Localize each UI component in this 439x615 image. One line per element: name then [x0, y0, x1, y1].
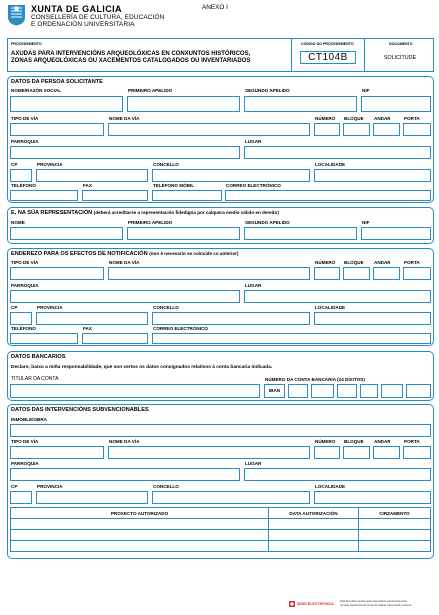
procedure-code-cell [292, 39, 365, 71]
applicant-street-name-label: NOME DA VÍA [109, 116, 140, 121]
bank-entity-field[interactable] [311, 384, 334, 398]
representative-surname2-label: SEGUNDO APELIDO [245, 220, 290, 225]
applicant-mobile-label: TELÉFONO MÓBIL [153, 183, 195, 188]
notification-locality-label: LOCALIDADE [315, 305, 346, 310]
applicant-mobile-field[interactable] [152, 190, 222, 201]
procedure-code-value: CT104B [300, 51, 356, 64]
bank-account-part1-field[interactable] [381, 384, 403, 398]
interventions-municipality-label: CONCELLO [153, 484, 179, 489]
project-cell[interactable] [11, 530, 269, 541]
applicant-block-label: BLOQUE [344, 116, 364, 121]
notification-municipality-field[interactable] [152, 312, 310, 325]
interventions-door-label: PORTA [404, 439, 420, 444]
footer-note-line-2: na sede electrónica da Xunta de Galicia: https://sede.xunta.es [340, 604, 412, 607]
applicant-street-type-field[interactable] [10, 123, 104, 136]
applicant-postcode-field[interactable] [10, 169, 32, 182]
interventions-door-field[interactable] [403, 446, 431, 459]
applicant-door-label: PORTA [404, 116, 420, 121]
projects-header-date: DATA AUTORIZACIÓN [269, 508, 359, 519]
applicant-parish-label: PARROQUIA [11, 139, 39, 144]
bank-declaration: Declaro, baixo a miña responsabilidade, que son certos os datos consignados relativos á conta bancaria indicada. [11, 365, 273, 370]
notification-postcode-field[interactable] [10, 312, 32, 325]
sede-electronica-label: SEDE ELECTRÓNICA [297, 602, 334, 606]
notification-door-label: PORTA [404, 260, 420, 265]
bank-holder-label: TITULAR DA CONTA [11, 376, 59, 382]
representative-title-note: (deberá acreditarse a representación fidedigna por calquera medio válido en dereito) [93, 210, 279, 215]
date-cell[interactable] [269, 519, 359, 530]
procedure-title-line-2: ZONAS ARQUEOLÓXICAS OU XACEMENTOS CATALOGADOS OU INVENTARIADOS [11, 58, 251, 64]
interventions-municipality-field[interactable] [152, 491, 310, 504]
applicant-municipality-label: CONCELLO [153, 162, 179, 167]
applicant-province-label: PROVINCIA [37, 162, 63, 167]
bank-iban-label: IBAN [264, 384, 285, 398]
date-cell[interactable] [269, 541, 359, 552]
interventions-number-label: NÚMERO [315, 439, 336, 444]
interventions-street-name-label: NOME DA VÍA [109, 439, 140, 444]
sede-electronica-icon [289, 601, 295, 607]
interventions-place-field[interactable] [244, 468, 431, 481]
project-cell[interactable] [11, 541, 269, 552]
interventions-block-label: BLOQUE [344, 439, 364, 444]
org-department-line-2: E ORDENACIÓN UNIVERSITARIA [31, 21, 135, 28]
document-value: SOLICITUDE [383, 55, 417, 61]
notification-title-note: (non é necesario se coincide co anterior) [149, 251, 239, 256]
notification-street-type-label: TIPO DE VÍA [11, 260, 39, 265]
bank-account-part2-field[interactable] [406, 384, 431, 398]
bank-iban-field[interactable] [288, 384, 308, 398]
notification-block-field[interactable] [343, 267, 370, 280]
notification-fax-label: FAX [83, 326, 92, 331]
applicant-municipality-field[interactable] [152, 169, 310, 182]
project-cell[interactable] [11, 519, 269, 530]
applicant-postcode-label: CP [11, 162, 18, 167]
representative-nif-label: NIF [362, 220, 370, 225]
bank-section-title: DATOS BANCARIOS [11, 354, 66, 360]
notification-section-title [11, 252, 239, 258]
applicant-street-type-label: TIPO DE VÍA [11, 116, 39, 121]
procedure-label: PROCEDEMENTO [11, 42, 42, 46]
applicant-nif-field[interactable] [361, 96, 431, 112]
annex-label: ANEXO I [202, 4, 228, 11]
applicant-surname1-label: PRIMEIRO APELIDO [128, 88, 173, 93]
applicant-phone-field[interactable] [10, 190, 78, 201]
interventions-floor-field[interactable] [373, 446, 400, 459]
notification-fax-field[interactable] [82, 333, 148, 344]
interventions-postcode-label: CP [11, 484, 18, 489]
projects-header-closing: CIRZAMENTO [359, 508, 431, 519]
applicant-name-label: NOME/RAZÓN SOCIAL [11, 88, 62, 93]
interventions-province-field[interactable] [36, 491, 148, 504]
notification-street-name-label: NOME DA VÍA [109, 260, 140, 265]
applicant-surname2-label: SEGUNDO APELIDO [245, 88, 290, 93]
projects-table-header-row [11, 508, 431, 519]
closing-cell[interactable] [359, 530, 431, 541]
representative-surname1-field[interactable] [127, 227, 240, 240]
representative-section-title [11, 211, 279, 217]
interventions-property-label: INMOBLE/OBRA [11, 417, 47, 422]
notification-block-label: BLOQUE [344, 260, 364, 265]
applicant-locality-field[interactable] [314, 169, 431, 182]
procedure-title [11, 51, 250, 65]
interventions-section-title: DATOS DAS INTERVENCIÓNS SUBVENCIONABLES [11, 407, 149, 413]
org-department-line-1: CONSELLERÍA DE CULTURA, EDUCACIÓN [31, 14, 165, 21]
applicant-floor-field[interactable] [373, 123, 400, 136]
interventions-locality-field[interactable] [314, 491, 431, 504]
representative-name-field[interactable] [10, 227, 123, 240]
applicant-floor-label: ANDAR [374, 116, 391, 121]
document-cell [365, 39, 435, 71]
notification-number-field[interactable] [314, 267, 340, 280]
notification-door-field[interactable] [403, 267, 431, 280]
bank-branch-field[interactable] [337, 384, 357, 398]
applicant-section-title: DATOS DA PERSOA SOLICITANTE [11, 79, 103, 85]
applicant-province-field[interactable] [36, 169, 148, 182]
applicant-surname1-field[interactable] [127, 96, 240, 112]
interventions-place-label: LUGAR [245, 461, 262, 466]
applicant-email-label: CORREO ELECTRÓNICO [226, 183, 281, 188]
applicant-number-field[interactable] [314, 123, 340, 136]
applicant-place-field[interactable] [244, 146, 431, 159]
notification-province-field[interactable] [36, 312, 148, 325]
authorized-projects-table [10, 507, 431, 552]
interventions-postcode-field[interactable] [10, 491, 32, 504]
applicant-place-label: LUGAR [245, 139, 262, 144]
notification-locality-field[interactable] [314, 312, 431, 325]
closing-cell[interactable] [359, 519, 431, 530]
xunta-logo-icon [7, 4, 26, 26]
notification-email-label: CORREO ELECTRÓNICO [153, 326, 208, 331]
notification-parish-field[interactable] [10, 290, 240, 303]
notification-municipality-label: CONCELLO [153, 305, 179, 310]
notification-place-field[interactable] [244, 290, 431, 303]
interventions-province-label: PROVINCIA [37, 484, 63, 489]
notification-phone-label: TELÉFONO [11, 326, 37, 331]
interventions-block-field[interactable] [343, 446, 370, 459]
applicant-phone-label: TELÉFONO [11, 183, 37, 188]
applicant-number-label: NÚMERO [315, 116, 336, 121]
applicant-surname2-field[interactable] [244, 96, 357, 112]
representative-nif-field[interactable] [361, 227, 431, 240]
applicant-parish-field[interactable] [10, 146, 240, 159]
bank-account-number-label: NÚMERO DA CONTA BANCARIA (24 DÍXITOS) [265, 377, 365, 382]
notification-postcode-label: CP [11, 305, 18, 310]
table-row [11, 541, 431, 552]
applicant-email-field[interactable] [225, 190, 431, 201]
procedure-code-label: CÓDIGO DO PROCEDEMENTO [301, 42, 354, 46]
procedure-header-table [7, 38, 434, 72]
representative-title-text: E, NA SÚA REPRESENTACIÓN [11, 210, 93, 216]
representative-surname2-field[interactable] [244, 227, 357, 240]
closing-cell[interactable] [359, 541, 431, 552]
document-label: DOCUMENTO [389, 42, 413, 46]
notification-title-text: ENDEREZO PARA OS EFECTOS DE NOTIFICACIÓN [11, 251, 148, 257]
notification-email-field[interactable] [152, 333, 431, 344]
applicant-name-field[interactable] [10, 96, 123, 112]
notification-phone-field[interactable] [10, 333, 78, 344]
notification-street-name-field[interactable] [108, 267, 310, 280]
interventions-number-field[interactable] [314, 446, 340, 459]
notification-floor-label: ANDAR [374, 260, 391, 265]
applicant-fax-label: FAX [83, 183, 92, 188]
applicant-nif-label: NIF [362, 88, 370, 93]
procedure-cell [8, 39, 292, 71]
interventions-property-field[interactable] [10, 424, 431, 437]
bank-check-digits-field[interactable] [360, 384, 378, 398]
interventions-floor-label: ANDAR [374, 439, 391, 444]
notification-number-label: NÚMERO [315, 260, 336, 265]
date-cell[interactable] [269, 530, 359, 541]
notification-floor-field[interactable] [373, 267, 400, 280]
applicant-street-name-field[interactable] [108, 123, 310, 136]
applicant-block-field[interactable] [343, 123, 370, 136]
interventions-parish-label: PARROQUIA [11, 461, 39, 466]
table-row [11, 530, 431, 541]
notification-place-label: LUGAR [245, 283, 262, 288]
footer-note-line-1: Este formulario tamén pode presentarse electronicamente [340, 600, 407, 603]
notification-parish-label: PARROQUIA [11, 283, 39, 288]
projects-header-project: PROXECTO AUTORIZADO [11, 508, 269, 519]
representative-name-label: NOME [11, 220, 25, 225]
interventions-street-name-field[interactable] [108, 446, 310, 459]
interventions-parish-field[interactable] [10, 468, 240, 481]
applicant-fax-field[interactable] [82, 190, 148, 201]
applicant-locality-label: LOCALIDADE [315, 162, 346, 167]
interventions-street-type-field[interactable] [10, 446, 104, 459]
table-row [11, 519, 431, 530]
applicant-door-field[interactable] [403, 123, 431, 136]
notification-street-type-field[interactable] [10, 267, 104, 280]
org-name: XUNTA DE GALICIA [31, 4, 122, 14]
interventions-locality-label: LOCALIDADE [315, 484, 346, 489]
notification-province-label: PROVINCIA [37, 305, 63, 310]
bank-holder-field[interactable] [10, 384, 260, 398]
interventions-street-type-label: TIPO DE VÍA [11, 439, 39, 444]
procedure-title-line-1: AXUDAS PARA INTERVENCIÓNS ARQUEOLÓXICAS EN CONXUNTOS HISTÓRICOS, [11, 51, 251, 57]
representative-surname1-label: PRIMEIRO APELIDO [128, 220, 173, 225]
